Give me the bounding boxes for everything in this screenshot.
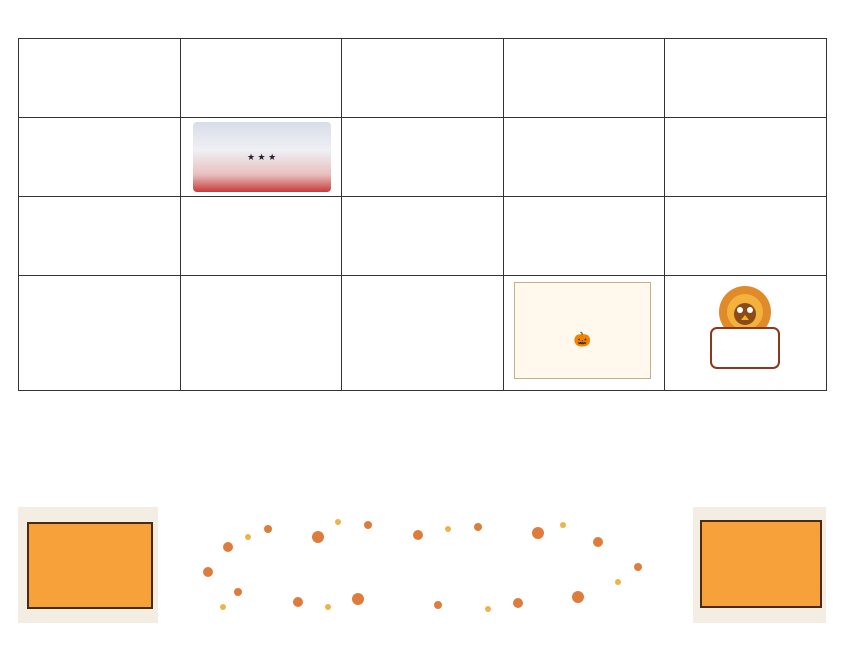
week-row (19, 197, 827, 276)
day-cell (503, 197, 665, 276)
day-cell (665, 39, 827, 118)
week-row (19, 118, 827, 197)
november-banner (18, 507, 826, 623)
day-friday (664, 17, 826, 39)
stars-icon: ★ ★ ★ (246, 151, 277, 162)
day-cell (503, 39, 665, 118)
weekday-header (18, 17, 826, 39)
day-cell (342, 118, 504, 197)
day-cell (503, 118, 665, 197)
day-cell (503, 276, 665, 391)
day-tuesday (180, 17, 342, 39)
day-cell (342, 276, 504, 391)
hours-box (700, 520, 822, 608)
thanksgiving-closed-graphic (514, 282, 651, 379)
day-cell (180, 118, 342, 197)
day-cell (665, 118, 827, 197)
day-thursday (503, 17, 665, 39)
day-cell (19, 197, 181, 276)
day-cell (19, 276, 181, 391)
day-cell (342, 39, 504, 118)
day-cell (342, 197, 504, 276)
day-monday (18, 17, 180, 39)
day-cell (19, 39, 181, 118)
center-name-box (27, 522, 153, 609)
veterans-day-closed-graphic (193, 122, 331, 192)
day-cell (180, 276, 342, 391)
week-row (19, 39, 827, 118)
day-wednesday (341, 17, 503, 39)
day-cell (180, 39, 342, 118)
day-cell (180, 197, 342, 276)
turkey-icon (705, 282, 785, 382)
day-cell (19, 118, 181, 197)
day-cell (665, 276, 827, 391)
calendar-grid (18, 38, 827, 391)
pumpkin-icon: 🎃 (573, 331, 591, 347)
week-row (19, 276, 827, 391)
day-cell (665, 197, 827, 276)
